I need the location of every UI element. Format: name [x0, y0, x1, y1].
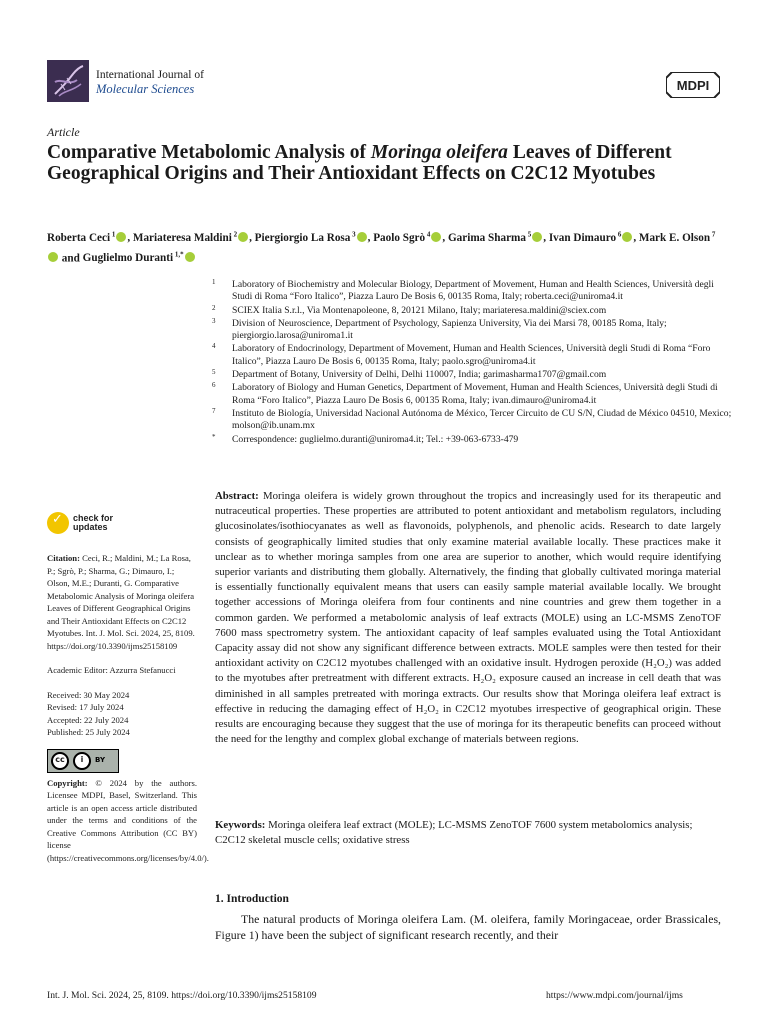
revised-date: Revised: 17 July 2024 — [47, 702, 124, 712]
cc-icon: cc — [51, 752, 69, 770]
author: Garima Sharma $^5$ — [448, 232, 543, 244]
orcid-icon[interactable] — [238, 232, 248, 242]
affiliation-item: * Correspondence: guglielmo.duranti@uniroma4.it; Tel.: +39-063-6733-479 — [212, 432, 519, 445]
affiliation-item: 3 Division of Neuroscience, Department of Psychology, Sapienza University, Via dei Marsi 78, 00185 Roma, Italy; piergiorgio.larosa@uniroma1.it — [212, 316, 667, 342]
author: Mariateresa Maldini $^2$ — [133, 232, 249, 244]
orcid-icon[interactable] — [357, 232, 367, 242]
orcid-icon[interactable] — [622, 232, 632, 242]
section-heading-introduction: 1. Introduction — [215, 893, 289, 905]
introduction-text: The natural products of Moringa oleifera Lam. (M. oleifera, family Moringaceae, order Brassicales, Figure 1) have been the subject of significant research recently, and their — [215, 912, 721, 942]
citation: Citation: Ceci, R.; Maldini, M.; La Rosa, P.; Sgrò, P.; Sharma, G.; Dimauro, I.; Olson, M.E.; Duranti, G. Comparative Metabolomic Analysis of Moringa oleifera Leaves of Different Geographical Origins and Their Antioxidant Effects on C2C12 Myotubes. Int. J. Mol. Sci. 2024, 25, 8109. https://doi.org/10.3390/ijms25158109 — [47, 553, 195, 651]
cc-by-license-badge[interactable]: cc i BY — [47, 749, 119, 773]
orcid-icon[interactable] — [48, 252, 58, 262]
author: Piergiorgio La Rosa $^3$ — [255, 232, 368, 244]
paper-title: Comparative Metabolomic Analysis of Moringa oleifera Leaves of Different Geographical Origins and Their Antioxidant Effects on C2C12 Myotubes — [47, 142, 672, 184]
affiliation-item: 1 Laboratory of Biochemistry and Molecular Biology, Department of Movement, Human and Health Sciences, Università degli Studi di Roma “Foro Italico”, Piazza Lauro De Bosis 6, 00135 Roma, Italy; roberta.ceci@uniroma4.it — [212, 278, 714, 303]
mdpi-logo — [666, 72, 720, 98]
academic-editor: Academic Editor: Azzurra Stefanucci — [47, 665, 176, 675]
orcid-icon[interactable] — [532, 232, 542, 242]
affiliation-item: 5 Department of Botany, University of Delhi, Delhi 110007, India; garimasharma1707@gmail.com — [212, 368, 607, 381]
affiliation-item: 6 Laboratory of Biology and Human Genetics, Department of Movement, Human and Health Sciences, Università degli Studi di Roma “Foro Italico”, Piazza Lauro De Bosis 6, 00135 Roma, Italy; ivan.dimauro@uniroma4.it — [212, 381, 718, 406]
author: Ivan Dimauro $^6$ — [549, 232, 634, 244]
footer-journal-link[interactable]: https://www.mdpi.com/journal/ijms — [546, 990, 683, 1001]
orcid-icon[interactable] — [116, 232, 126, 242]
author-list: Roberta Ceci $^1$ , Mariateresa Maldini $^2$ , Piergiorgio La Rosa $^3$ , Paolo Sgrò $^4$ , Garima Sharma $^5$ , Ivan Dimauro $^6$ , Mark E. Olson $^7$ and Guglielmo Duranti $^{1,*}$ — [47, 230, 716, 265]
journal-name: International Journal of Molecular Sciences — [96, 69, 204, 96]
affiliation-item: 4 Laboratory of Endocrinology, Department of Movement, Human and Health Sciences, Università degli Studi di Roma “Foro Italico”, Piazza Lauro De Bosis 6, 00135 Roma, Italy; paolo.sgro@uniroma4.it — [212, 342, 711, 367]
published-date: Published: 25 July 2024 — [47, 727, 130, 737]
journal-logo — [47, 60, 89, 102]
footer-citation: Int. J. Mol. Sci. 2024, 25, 8109. https://doi.org/10.3390/ijms25158109 — [47, 990, 317, 1001]
by-icon: i — [73, 752, 91, 770]
author: Mark E. Olson $^7$ — [47, 232, 715, 265]
accepted-date: Accepted: 22 July 2024 — [47, 714, 129, 725]
affiliation-item: 2 SCIEX Italia S.r.l., Via Montenapoleone, 8, 20121 Milano, Italy; mariateresa.maldini@sciex.com — [212, 303, 607, 316]
author: Roberta Ceci $^1$ — [47, 232, 127, 244]
copyright: Copyright: © 2024 by the authors. Licensee MDPI, Basel, Switzerland. This article is an open access article distributed under the terms and conditions of the Creative Commons Attribution (CC BY) license (https://creativecommons.org/licenses/by/4.0/). — [47, 777, 209, 863]
sidebar — [47, 512, 209, 864]
article-type: Article — [47, 125, 80, 139]
abstract: Abstract: Moringa oleifera is widely grown throughout the tropics and increasingly used for its therapeutic and nutraceutical properties. These properties are attributed to potent antioxidant and metabolism regulators, including glucosinolates/isothiocyanates as well as flavonoids, polyphenols, and phenolic acids. Research to date largely consists of geographically limited studies that only examine material available locally. These practices make it unclear as to whether moringa samples from one area are superior to another, which would require identifying superior variants and distributing them globally. Alternatively, the finding that globally cultivated moringa material is essentially functionally equivalent means that users can easily sample material available locally. We brought together accessions of Moringa oleifera from four continents and nine countries and grew them together in a common garden. We performed a metabolomic analysis of leaf extracts (MOLE) using an LC-MSMS ZenoTOF 7600 mass spectrometry system. The antioxidant capacity of leaf samples evaluated using the Total Antioxidant Capacity assay did not show any significant difference between extracts. MOLE samples were then tested for their antioxidant activity on C2C12 myotubes challenged with an oxidative insult. Hydrogen peroxide (H₂O₂) was added to the myotubes after pretreatment with different extracts. H₂O₂ exposure caused an increase in cell death that was diminished in all samples pretreated with moringa extracts. Our results show that Moringa oleifera leaf extract is effective in reducing the damaging effect of H₂O₂ in C2C12 myotubes irrespective of geographical origin. These results are encouraging because they suggest that the use of moringa for its therapeutic benefits can proceed without the need for the lengthy and complex global exchange of materials between regions. — [215, 490, 721, 746]
received-date: Received: 30 May 2024 — [47, 689, 130, 700]
affiliations — [212, 279, 732, 447]
affiliation-item: 7 Instituto de Biología, Universidad Nacional Autónoma de México, Tercer Circuito de CU S/N, Ciudad de México 04510, Mexico; molson@ib.unam.mx — [212, 406, 732, 432]
author: Guglielmo Duranti $^{1,*}$ — [83, 252, 196, 264]
check-for-updates-button[interactable]: ✓ check for updates — [47, 512, 197, 534]
check-icon — [47, 512, 69, 534]
author: Paolo Sgrò $^4$ — [373, 232, 442, 244]
orcid-icon[interactable] — [185, 252, 195, 262]
publisher-name: MDPI — [676, 78, 710, 93]
keywords: Keywords: Moringa oleifera leaf extract (MOLE); LC-MSMS ZenoTOF 7600 system metabolomics analysis; C2C12 skeletal muscle cells; oxidative stress — [215, 819, 693, 847]
orcid-icon[interactable] — [431, 232, 441, 242]
